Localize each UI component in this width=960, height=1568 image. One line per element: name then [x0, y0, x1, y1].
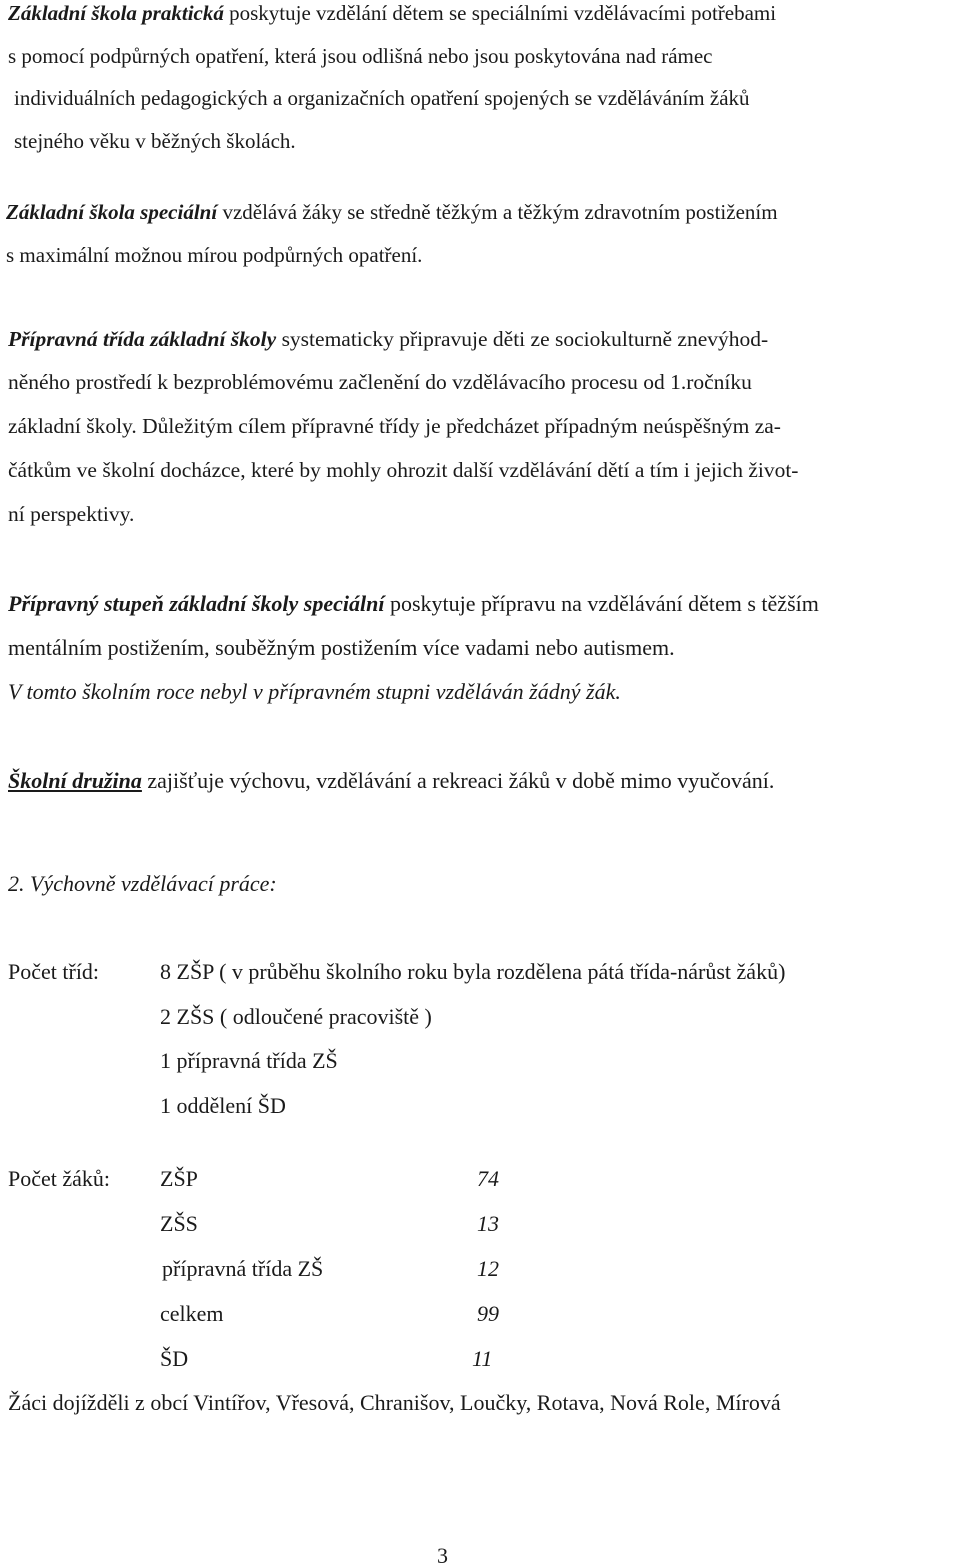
- paragraph-zsp-line-2: s pomocí podpůrných opatření, která jsou odlišná nebo jsou poskytována nad rámec: [8, 44, 713, 68]
- text-fragment: systematicky připravuje děti ze sociokulturně znevýhod-: [276, 327, 769, 351]
- paragraph-ps-note: V tomto školním roce nebyl v přípravném stupni vzděláván žádný žák.: [8, 679, 621, 704]
- paragraph-zss-line-1: [6, 202, 778, 223]
- text-fragment: poskytuje vzdělání dětem se speciálními vzdělávacími potřebami: [223, 1, 777, 25]
- paragraph-pt-line-4: čátkům ve školní docházce, které by mohly ohrozit další vzdělávání dětí a tím i jejich život-: [8, 458, 799, 482]
- pupils-row-value: 99: [477, 1301, 499, 1326]
- paragraph-zsp-line-3: individuálních pedagogických a organizačních opatření spojených se vzděláváním žáků: [14, 86, 750, 110]
- paragraph-zss-line-2: s maximální možnou mírou podpůrných opatření.: [6, 243, 423, 267]
- paragraph-pt-line-2: něného prostředí k bezproblémovému začlenění do vzdělávacího procesu od 1.ročníku: [8, 370, 752, 394]
- paragraph-pt-line-5: ní perspektivy.: [8, 502, 135, 526]
- term-skolni-druzina: Školní družina: [8, 768, 142, 793]
- pupils-row-name: ŠD: [160, 1346, 189, 1371]
- paragraph-ps-line-2: mentálním postižením, souběžným postižením více vadami nebo autismem.: [8, 635, 675, 660]
- paragraph-ps-line-1: [8, 593, 819, 615]
- term-pripravny-stupen: Přípravný stupeň základní školy speciální: [8, 591, 385, 616]
- paragraph-zsp-line-4: stejného věku v běžných školách.: [14, 129, 296, 153]
- paragraph-zsp-line-1: [8, 3, 776, 24]
- pupils-row-value: 74: [477, 1166, 499, 1191]
- pupils-row-name: ZŠP: [160, 1166, 198, 1191]
- term-pripravna-trida: Přípravná třída základní školy: [8, 327, 277, 351]
- classes-label: Počet tříd:: [8, 959, 100, 984]
- text-fragment: poskytuje přípravu na vzdělávání dětem s těžším: [384, 591, 819, 616]
- classes-item: 1 oddělení ŠD: [160, 1093, 286, 1118]
- commuters-text: Žáci dojížděli z obcí Vintířov, Vřesová, Chranišov, Loučky, Rotava, Nová Role, Mírová: [8, 1390, 781, 1415]
- pupils-row-name: přípravná třída ZŠ: [162, 1256, 324, 1281]
- term-zss: Základní škola speciální: [6, 200, 218, 224]
- paragraph-sd: [8, 770, 774, 792]
- text-fragment: vzdělává žáky se středně těžkým a těžkým zdravotním postižením: [217, 200, 778, 224]
- term-zsp: Základní škola praktická: [8, 1, 224, 25]
- pupils-row-value: 13: [477, 1211, 499, 1236]
- paragraph-pt-line-3: základní školy. Důležitým cílem přípravné třídy je předcházet případným neúspěšným za-: [8, 414, 781, 438]
- classes-item: 8 ZŠP ( v průběhu školního roku byla rozdělena pátá třída-nárůst žáků): [160, 959, 786, 984]
- text-fragment: zajišťuje výchovu, vzdělávání a rekreaci žáků v době mimo vyučování.: [141, 768, 775, 793]
- pupils-row-name: ZŠS: [160, 1211, 198, 1236]
- pupils-label: Počet žáků:: [8, 1166, 111, 1191]
- pupils-row-value: 11: [472, 1346, 493, 1371]
- paragraph-pt-line-1: [8, 329, 768, 351]
- page-number: 3: [437, 1543, 448, 1568]
- pupils-row-value: 12: [477, 1256, 499, 1281]
- classes-item: 2 ZŠS ( odloučené pracoviště ): [160, 1004, 432, 1029]
- section-heading: 2. Výchovně vzdělávací práce:: [8, 871, 277, 896]
- classes-item: 1 přípravná třída ZŠ: [160, 1048, 338, 1073]
- pupils-row-name: celkem: [160, 1301, 224, 1326]
